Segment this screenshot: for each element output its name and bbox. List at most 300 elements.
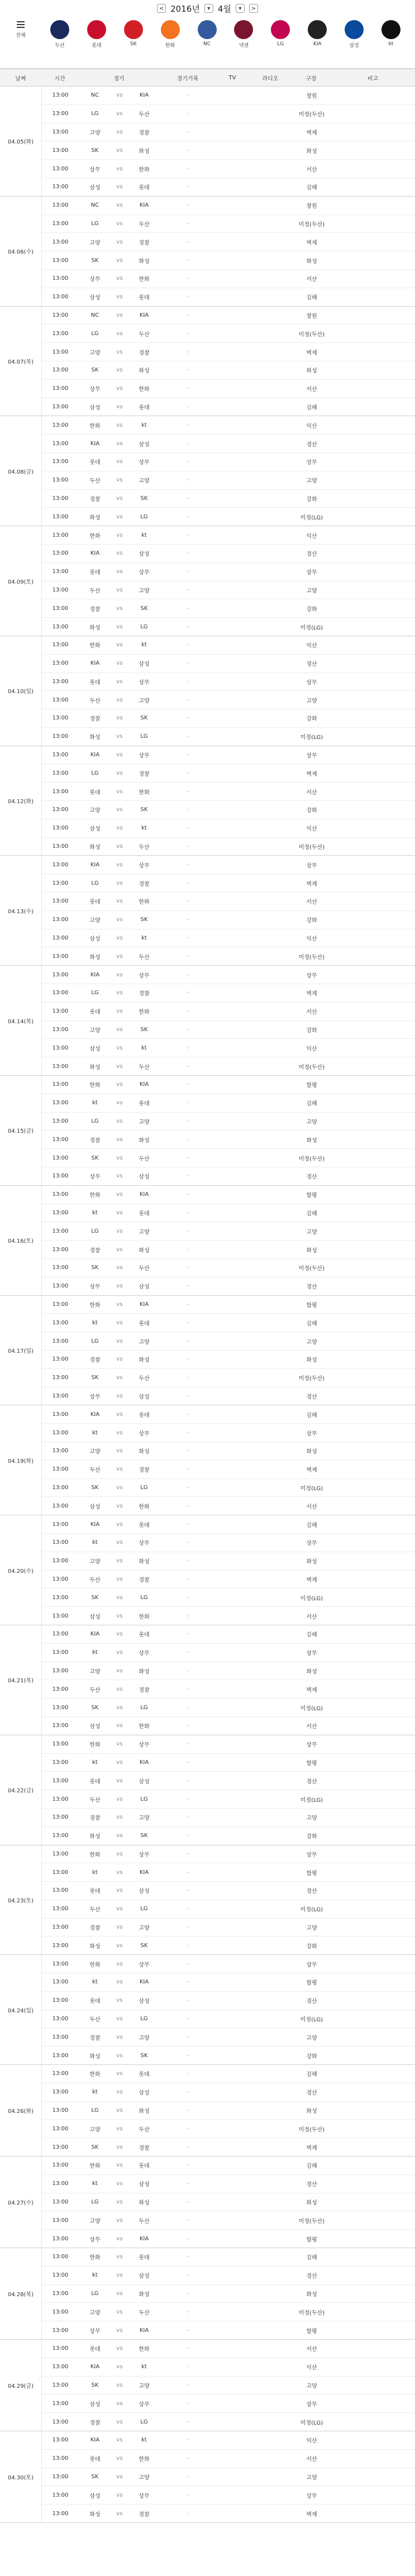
game-time: 13:00 [52,2162,69,2169]
team-filter-1[interactable] [80,17,113,49]
game-record: - [187,2418,189,2425]
tv-channel [216,197,250,214]
radio-channel [250,2285,292,2303]
game-record: - [187,2272,189,2279]
game-record: - [187,2364,189,2370]
away-team: 경찰 [89,496,101,503]
game-time: 13:00 [52,2455,69,2462]
tv-channel [216,618,250,636]
tv-channel [216,581,250,599]
table-row [42,1625,415,1644]
radio-channel [250,1314,292,1332]
note [331,1827,415,1845]
radio-channel [250,655,292,672]
note [331,288,415,306]
home-team: 한화 [139,276,150,283]
game-time: 13:00 [52,1906,69,1912]
note [331,1900,415,1918]
game-record: - [187,1191,189,1198]
tv-channel [216,1827,250,1845]
date-group [0,2065,415,2157]
table-row [42,398,415,416]
note [331,2138,415,2156]
note [331,1167,415,1185]
radio-channel [250,2010,292,2028]
vs-label: vs [116,752,123,759]
note [331,215,415,233]
venue: 강화 [306,716,317,723]
home-team: kt [141,935,147,942]
away-team: 두산 [89,1467,101,1474]
game-record: - [187,1136,189,1143]
header-highlight: 경기기록 [177,75,199,82]
vs-label: vs [116,2473,123,2480]
away-team: 한화 [89,423,101,430]
game-record: - [187,1558,189,1564]
vs-label: vs [116,1906,123,1912]
vs-label: vs [116,165,123,172]
tv-channel [216,270,250,288]
home-team: 두산 [139,221,150,228]
away-team: SK [91,2382,99,2388]
table-row [42,1662,415,1681]
home-team: 고양 [139,1925,150,1932]
away-team: 한화 [89,1082,101,1089]
game-time: 13:00 [52,312,69,318]
venue: 미정(두산) [298,1064,325,1071]
game-time: 13:00 [52,2199,69,2206]
game-time: 13:00 [52,2235,69,2242]
table-row [42,1003,415,1021]
vs-label: vs [116,861,123,868]
vs-label: vs [116,1155,123,1161]
tv-channel [216,361,250,379]
home-team: 화성 [139,148,150,155]
away-team: 삼성 [89,404,101,411]
table-row [42,1919,415,1937]
vs-label: vs [116,2400,123,2407]
home-team: LG [140,2016,148,2022]
game-time: 13:00 [52,1850,69,1857]
venue: 미정(두산) [298,331,325,338]
date-group [0,1515,415,1625]
game-record: - [187,1210,189,1216]
tv-channel [216,2505,250,2522]
venue: 강화 [306,808,317,814]
team-filter-3[interactable] [154,17,187,49]
team-name: 롯데 [92,43,102,49]
away-team: kt [92,1429,98,1436]
game-time: 13:00 [52,678,69,685]
radio-channel [250,1442,292,1460]
radio-channel [250,1076,292,1094]
note [331,1351,415,1368]
table-row [42,1754,415,1772]
tv-channel [216,801,250,819]
radio-channel [250,1259,292,1277]
team-filter-0[interactable] [44,17,76,49]
note [331,2010,415,2028]
tv-channel [216,1845,250,1863]
away-team: 롯데 [89,570,101,576]
away-team: kt [92,1649,98,1656]
home-team: 두산 [139,1064,150,1071]
note [331,2065,415,2083]
game-time: 13:00 [52,1136,69,1143]
game-record: - [187,1118,189,1125]
game-record: - [187,1173,189,1180]
game-time: 13:00 [52,1429,69,1436]
note [331,1607,415,1625]
tv-channel [216,1772,250,1790]
game-record: - [187,1319,189,1326]
vs-label: vs [116,1319,123,1326]
game-record: - [187,2327,189,2334]
home-team: LG [140,513,148,520]
game-time: 13:00 [52,1319,69,1326]
group-date: 04.24(일) [0,1955,42,2064]
radio-channel [250,1296,292,1314]
game-record: - [187,807,189,813]
home-team: 삼성 [139,1284,150,1291]
note [331,2102,415,2120]
table-row [42,1607,415,1625]
game-record: - [187,238,189,245]
game-record: - [187,1723,189,1729]
radio-channel [250,105,292,123]
date-group [0,416,415,526]
note [331,178,415,196]
radio-channel [250,343,292,361]
table-row [42,1827,415,1845]
tv-channel [216,2010,250,2028]
away-team: 고양 [89,130,101,136]
radio-channel [250,1625,292,1643]
home-team: 상무 [139,753,150,760]
game-time: 13:00 [52,184,69,190]
home-team: SK [140,1833,148,1839]
table-row [42,1167,415,1185]
home-team: 롯데 [139,1412,150,1419]
home-team: 화성 [139,1559,150,1566]
team-filter-4[interactable] [191,17,223,49]
prev-month-button[interactable]: < [157,4,166,13]
note [331,1442,415,1460]
venue: 벽제 [306,771,317,777]
team-filter-6[interactable] [264,17,297,49]
venue: 상무 [306,1742,317,1749]
home-team: 고양 [139,2035,150,2041]
tv-channel [216,1387,250,1405]
vs-label: vs [116,917,123,923]
game-time: 13:00 [52,403,69,410]
game-time: 13:00 [52,1265,69,1271]
table-row [42,911,415,929]
table-row [42,2248,415,2267]
radio-channel [250,2065,292,2083]
year-dropdown-icon[interactable]: ▾ [204,4,213,13]
away-team: KIA [90,2437,100,2444]
vs-label: vs [116,1338,123,1344]
table-row [42,526,415,545]
vs-label: vs [116,1887,123,1894]
radio-channel [250,1845,292,1863]
radio-channel [250,233,292,251]
radio-channel [250,1936,292,1954]
table-row [42,599,415,618]
away-team: 한화 [89,2163,101,2170]
vs-label: vs [116,2437,123,2444]
radio-channel [250,1644,292,1662]
game-time: 13:00 [52,330,69,337]
away-team: KIA [90,2364,100,2370]
game-time: 13:00 [52,2473,69,2480]
all-teams-button[interactable] [0,17,41,39]
note [331,416,415,434]
venue: 함평 [306,2236,317,2243]
game-time: 13:00 [52,2291,69,2297]
game-record: - [187,1044,189,1051]
table-row [42,178,415,196]
table-row [42,728,415,746]
game-record: - [187,111,189,117]
next-month-button[interactable]: > [249,4,258,13]
game-record: - [187,1027,189,1033]
table-row [42,2321,415,2339]
header-tv: TV [228,74,236,81]
team-filter-8[interactable] [338,17,370,49]
home-team: 한화 [139,789,150,796]
tv-channel [216,526,250,544]
venue: 익산 [306,2438,317,2445]
note [331,2321,415,2339]
date-group [0,1625,415,1735]
home-team: 상무 [139,1742,150,1749]
tv-channel [216,2230,250,2248]
radio-channel [250,490,292,508]
away-team: KIA [90,1631,100,1638]
home-team: 두산 [139,845,150,851]
game-record: - [187,513,189,520]
note [331,453,415,471]
away-team: 화성 [89,1834,101,1840]
note [331,655,415,672]
note [331,1497,415,1515]
game-time: 13:00 [52,1484,69,1491]
radio-channel [250,1515,292,1533]
date-group [0,2248,415,2340]
note [331,764,415,782]
away-team: 롯데 [89,1009,101,1016]
home-team: 고양 [139,1815,150,1822]
game-record: - [187,92,189,99]
team-name: 넥센 [238,43,249,49]
venue: 고양 [306,1815,317,1822]
tv-channel [216,178,250,196]
table-row [42,783,415,801]
game-record: - [187,1429,189,1436]
game-time: 13:00 [52,2089,69,2096]
home-team: 상무 [139,2493,150,2499]
game-time: 13:00 [52,1246,69,1253]
home-team: 경찰 [139,881,150,888]
game-record: - [187,202,189,209]
venue: 상무 [306,570,317,576]
vs-label: vs [116,678,123,685]
table-row [42,2450,415,2468]
vs-label: vs [116,2016,123,2022]
game-record: - [187,1906,189,1912]
note [331,893,415,910]
venue: 벽제 [306,881,317,888]
radio-channel [250,1900,292,1918]
away-team: 삼성 [89,2493,101,2499]
away-team: LG [91,1338,99,1344]
table-row [42,673,415,691]
venue: 미정(두산) [298,2310,325,2316]
month-dropdown-icon[interactable]: ▾ [236,4,245,13]
radio-channel [250,1332,292,1350]
tv-channel [216,1057,250,1075]
home-team: kt [141,2364,147,2370]
tv-channel [216,1130,250,1148]
tv-channel [216,1259,250,1277]
venue: 함평 [306,1082,317,1089]
group-date: 04.16(토) [0,1186,42,1295]
note [331,1130,415,1148]
tv-channel [216,1515,250,1533]
group-date: 04.06(수) [0,197,42,306]
game-time: 13:00 [52,770,69,776]
radio-channel [250,691,292,709]
year-label[interactable]: 2016년 [170,3,200,14]
game-record: - [187,1814,189,1821]
vs-label: vs [116,843,123,850]
menu-icon [17,21,25,28]
away-team: kt [92,1539,98,1546]
table-row [42,636,415,655]
game-time: 13:00 [52,2144,69,2150]
home-team: LG [140,1704,148,1711]
month-label[interactable]: 4월 [217,3,231,14]
vs-label: vs [116,1429,123,1436]
game-record: - [187,220,189,227]
team-filter-5[interactable] [227,17,260,49]
note [331,87,415,104]
home-team: 상무 [139,570,150,576]
note [331,1204,415,1222]
game-time: 13:00 [52,953,69,960]
group-date: 04.07(목) [0,307,42,416]
home-team: 경찰 [139,1467,150,1474]
away-team: 고양 [89,1449,101,1456]
home-team: 상무 [139,1540,150,1547]
away-team: kt [92,2089,98,2096]
home-team: 경찰 [139,130,150,136]
table-row [42,251,415,270]
vs-label: vs [116,2181,123,2187]
home-team: 롯데 [139,404,150,411]
game-time: 13:00 [52,1887,69,1894]
note [331,160,415,178]
table-row [42,2175,415,2193]
game-time: 13:00 [52,1814,69,1821]
home-team: 삼성 [139,2273,150,2280]
team-filter-2[interactable] [117,17,150,49]
radio-channel [250,1735,292,1753]
table-row [42,2431,415,2450]
table-row [42,1222,415,1241]
tv-channel [216,2394,250,2412]
home-team: 한화 [139,1724,150,1730]
venue: 김해 [306,185,317,192]
venue: 미정(LG) [300,1705,323,1712]
home-team: 두산 [139,2218,150,2225]
table-row [42,1387,415,1405]
away-team: KIA [90,752,100,759]
away-team: 롯데 [89,2456,101,2463]
tv-channel [216,2175,250,2193]
team-filter-7[interactable] [301,17,333,49]
away-team: 상무 [89,276,101,283]
tv-channel [216,636,250,654]
game-time: 13:00 [52,2071,69,2077]
header-venue: 구장 [306,75,317,82]
team-filter-9[interactable] [375,17,407,49]
date-group [0,307,415,417]
vs-label: vs [116,2052,123,2059]
team-name: NC [203,41,211,47]
game-time: 13:00 [52,569,69,575]
game-time: 13:00 [52,2107,69,2114]
note [331,1772,415,1790]
table-row [42,2468,415,2487]
home-team: LG [140,1594,148,1601]
tv-channel [216,288,250,306]
game-time: 13:00 [52,1008,69,1015]
home-team: LG [140,623,148,630]
note [331,307,415,325]
game-time: 13:00 [52,1539,69,1546]
table-row [42,325,415,343]
away-team: SK [91,147,99,154]
tv-channel [216,673,250,691]
game-time: 13:00 [52,257,69,264]
home-team: SK [140,917,148,923]
game-time: 13:00 [52,2400,69,2407]
tv-channel [216,233,250,251]
home-team: 두산 [139,954,150,961]
tv-channel [216,2047,250,2064]
radio-channel [250,2505,292,2522]
table-row [42,545,415,563]
group-date: 04.10(일) [0,636,42,746]
table-row [42,1149,415,1167]
vs-label: vs [116,1027,123,1033]
game-record: - [187,2052,189,2059]
venue: 강화 [306,606,317,613]
vs-label: vs [116,1118,123,1125]
home-team: 상무 [139,1962,150,1968]
radio-channel [250,123,292,141]
away-team: 두산 [89,1907,101,1914]
radio-channel [250,1186,292,1204]
note [331,709,415,727]
note [331,1241,415,1258]
table-row [42,2193,415,2212]
group-date: 04.15(금) [0,1076,42,1185]
home-team: 롯데 [139,2163,150,2170]
